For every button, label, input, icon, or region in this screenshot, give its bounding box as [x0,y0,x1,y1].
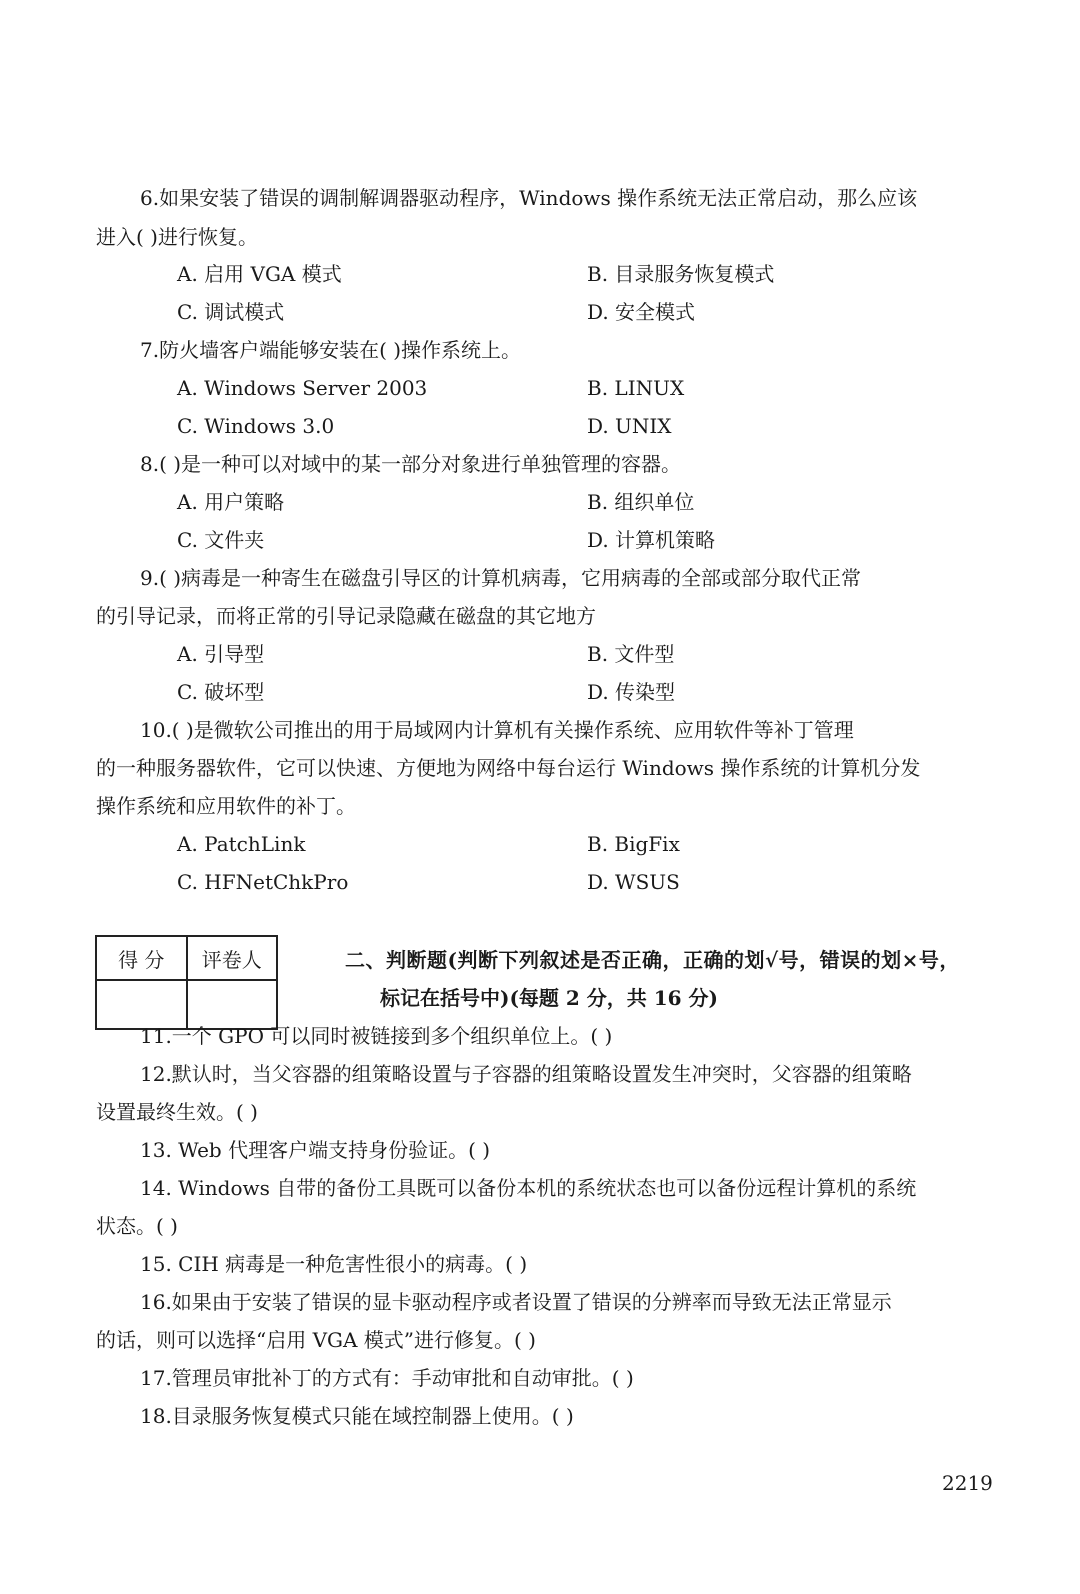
q12-line1: 12.默认时，当父容器的组策略设置与子容器的组策略设置发生冲突时，父容器的组策略 [140,1062,912,1086]
grader-cell [187,980,278,1029]
q16-line2: 的话，则可以选择“启用 VGA 模式”进行修复。( ) [96,1328,536,1352]
q11: 11.一个 GPO 可以同时被链接到多个组织单位上。( ) [140,1024,613,1048]
q10-option-b: B. BigFix [587,832,680,856]
q6-line2: 进入( )进行恢复。 [96,225,258,249]
section2-title-line1: 二、判断题(判断下列叙述是否正确，正确的划√号，错误的划×号， [345,948,960,972]
q15: 15. CIH 病毒是一种危害性很小的病毒。( ) [140,1252,528,1276]
q9-line2: 的引导记录，而将正常的引导记录隐藏在磁盘的其它地方 [96,604,596,628]
q9-option-c: C. 破坏型 [177,680,265,704]
q10-line2: 的一种服务器软件，它可以快速、方便地为网络中每台运行 Windows 操作系统的计算机分发 [96,756,921,780]
q8-option-b: B. 组织单位 [587,490,695,514]
q16-line1: 16.如果由于安装了错误的显卡驱动程序或者设置了错误的分辨率而导致无法正常显示 [140,1290,892,1314]
q8-line1: 8.( )是一种可以对域中的某一部分对象进行单独管理的容器。 [140,452,682,476]
grader-header: 评卷人 [187,936,278,980]
q9-option-a: A. 引导型 [177,642,265,666]
q7-option-d: D. UNIX [587,414,672,438]
q18: 18.目录服务恢复模式只能在域控制器上使用。( ) [140,1404,574,1428]
page-number: 2219 [942,1471,993,1495]
q8-option-c: C. 文件夹 [177,528,265,552]
q9-option-b: B. 文件型 [587,642,675,666]
q6-line1: 6.如果安装了错误的调制解调器驱动程序，Windows 操作系统无法正常启动，那么应该 [140,186,918,210]
q7-option-c: C. Windows 3.0 [177,414,335,438]
q8-option-a: A. 用户策略 [177,490,285,514]
q10-option-d: D. WSUS [587,870,680,894]
q10-option-a: A. PatchLink [177,832,306,856]
section2-title-line2: 标记在括号中)(每题 2 分，共 16 分) [380,986,718,1010]
q6-option-a: A. 启用 VGA 模式 [177,262,342,286]
q17: 17.管理员审批补丁的方式有：手动审批和自动审批。( ) [140,1366,634,1390]
q9-option-d: D. 传染型 [587,680,676,704]
q14-line1: 14. Windows 自带的备份工具既可以备份本机的系统状态也可以备份远程计算机的系统 [140,1176,917,1200]
q9-line1: 9.( )病毒是一种寄生在磁盘引导区的计算机病毒，它用病毒的全部或部分取代正常 [140,566,862,590]
score-cell [96,980,187,1029]
q10-line1: 10.( )是微软公司推出的用于局域网内计算机有关操作系统、应用软件等补丁管理 [140,718,854,742]
q10-line3: 操作系统和应用软件的补丁。 [96,794,356,818]
q14-line2: 状态。( ) [96,1214,178,1238]
q7-line1: 7.防火墙客户端能够安装在( )操作系统上。 [140,338,522,362]
score-table [95,935,278,1030]
score-header: 得 分 [96,936,187,980]
q13: 13. Web 代理客户端支持身份验证。( ) [140,1138,491,1162]
q10-option-c: C. HFNetChkPro [177,870,349,894]
q7-option-a: A. Windows Server 2003 [177,376,428,400]
q6-option-d: D. 安全模式 [587,300,696,324]
q7-option-b: B. LINUX [587,376,685,400]
q12-line2: 设置最终生效。( ) [96,1100,258,1124]
q6-option-b: B. 目录服务恢复模式 [587,262,775,286]
q6-option-c: C. 调试模式 [177,300,285,324]
q8-option-d: D. 计算机策略 [587,528,716,552]
